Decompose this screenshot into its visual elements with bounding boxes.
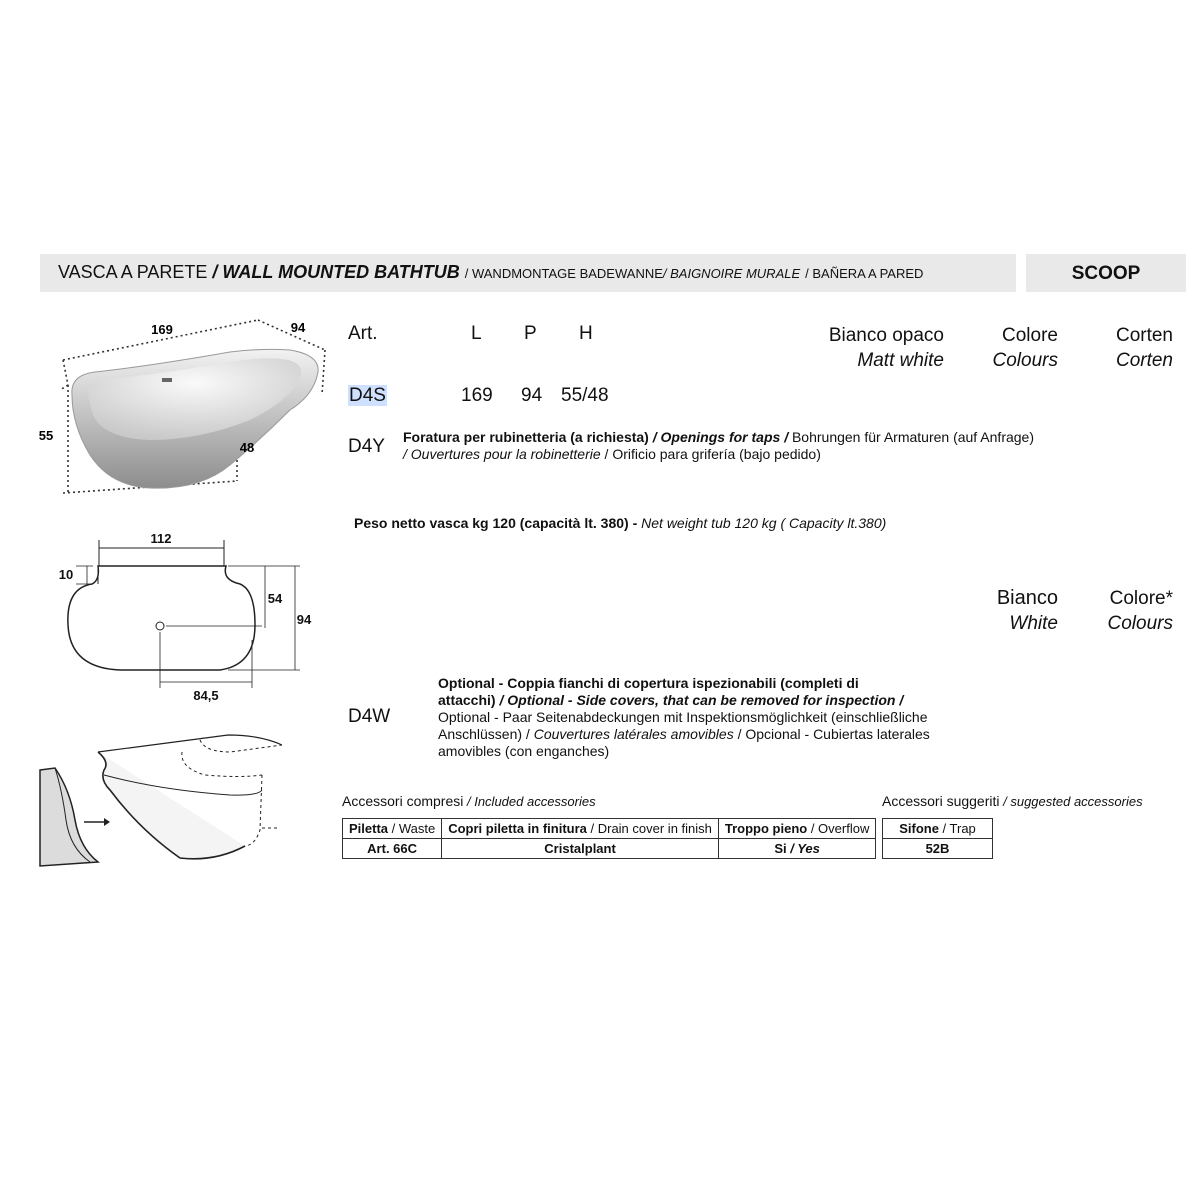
suggested-title: Accessori suggeriti / suggested accessories (882, 793, 1143, 809)
technical-drawings (0, 300, 340, 880)
table-cell: Troppo pieno / Overflow (718, 819, 875, 839)
title-de: / WANDMONTAGE BADEWANNE (464, 266, 663, 281)
finish-colour: Colore (1002, 325, 1058, 346)
product-title (58, 262, 923, 283)
finish-colour2: Colore* (1109, 588, 1173, 609)
col-h: H (579, 323, 593, 344)
title-en: / WALL MOUNTED BATHTUB (212, 262, 460, 282)
d4s-length: 169 (461, 385, 493, 406)
dim-iso-length: 169 (151, 322, 173, 337)
table-cell: Copri piletta in finitura / Drain cover in finish (442, 819, 719, 839)
finish-corten-en: Corten (1115, 350, 1173, 371)
table-row (343, 839, 876, 859)
suggested-table (882, 818, 993, 859)
table-cell: Cristalplant (442, 839, 719, 859)
brand-name: SCOOP (1071, 263, 1141, 284)
finish-colour2-en: Colours (1107, 613, 1173, 634)
table-row (883, 819, 993, 839)
finish-matt-en: Matt white (857, 350, 944, 371)
finish-colour-en: Colours (992, 350, 1058, 371)
finish-matt: Bianco opaco (828, 325, 944, 346)
finish-white: Bianco (996, 587, 1058, 609)
dim-plan-top: 112 (150, 531, 172, 546)
d4s-height: 55/48 (561, 385, 609, 406)
table-cell: Piletta / Waste (343, 819, 442, 839)
table-cell: Sifone / Trap (883, 819, 993, 839)
code-d4y: D4Y (348, 436, 385, 457)
dim-plan-total: 94 (296, 612, 312, 627)
d4s-depth: 94 (521, 385, 543, 406)
code-d4s: D4S (349, 385, 386, 406)
dim-iso-inner: 48 (239, 440, 255, 455)
dim-iso-depth: 94 (290, 320, 306, 335)
tub-plan-view (59, 531, 312, 703)
col-art: Art. (348, 323, 378, 344)
tub-iso-view (39, 320, 325, 493)
table-cell: Art. 66C (343, 839, 442, 859)
title-it: VASCA A PARETE (58, 262, 208, 282)
dim-plan-drain: 84,5 (193, 688, 219, 703)
col-l: L (471, 323, 482, 344)
code-d4w: D4W (348, 706, 391, 727)
table-row (343, 819, 876, 839)
finish-white-en: White (1009, 613, 1058, 634)
table-row (883, 839, 993, 859)
finish-corten: Corten (1115, 325, 1173, 346)
included-title: Accessori compresi / Included accessories (342, 793, 596, 809)
table-cell: Si / Yes (718, 839, 875, 859)
title-fr: / BAIGNOIRE MURALE (662, 266, 801, 281)
dim-plan-rim: 10 (58, 567, 74, 582)
weight-note: Peso netto vasca kg 120 (capacità lt. 380) - Net weight tub 120 kg ( Capacity lt.380) (354, 515, 887, 531)
included-table (342, 818, 876, 859)
d4y-description: Foratura per rubinetteria (a richiesta) / Openings for taps / Bohrungen für Armaturen (auf Anfrage) / Ouvertures pour la robinetterie / Orificio para grifería (bajo pedido) (403, 429, 1035, 462)
col-p: P (524, 323, 537, 344)
d4w-description: Optional - Coppia fianchi di copertura ispezionabili (completi di attacchi) / Optional - Side covers, that can be removed for inspection / Optional - Paar Seitenabdeckungen mit Inspektionsmöglichkeit (einschließliche Anschlüssen) / Couvertures latérales amovibles / Opcional - Cubiertas laterales amovibles (con enganches) (438, 675, 930, 759)
dim-plan-inner: 54 (267, 591, 283, 606)
dim-iso-height: 55 (38, 428, 54, 443)
side-cover-view (40, 735, 282, 866)
table-cell: 52B (883, 839, 993, 859)
title-es: / BAÑERA A PARED (805, 266, 924, 281)
